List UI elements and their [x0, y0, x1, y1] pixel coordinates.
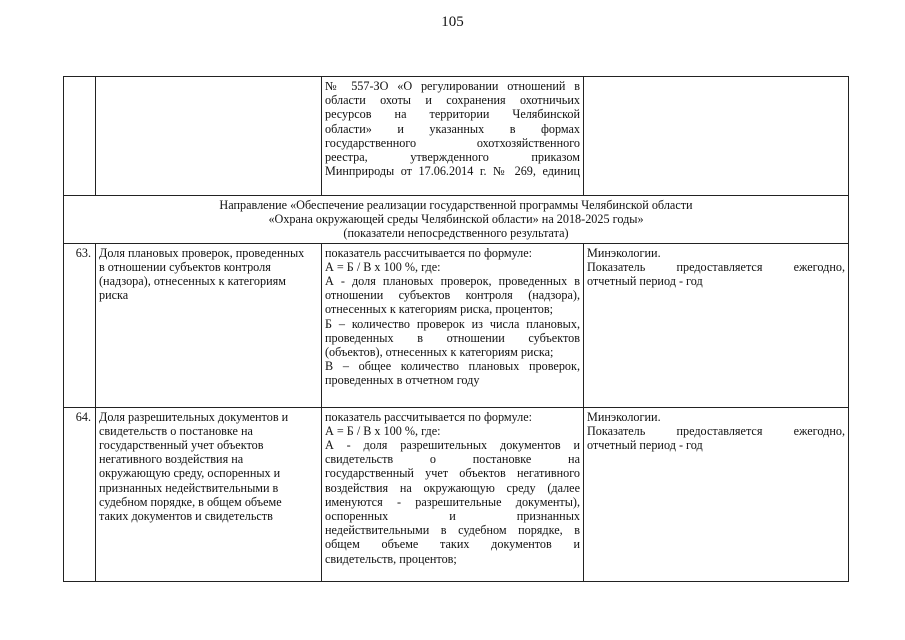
text-line: отчетный период - год	[587, 274, 703, 289]
cell-source	[584, 77, 849, 196]
text-line: судебном порядке, в общем объеме	[99, 494, 282, 509]
text-line: свидетельств о постановке на	[325, 452, 580, 467]
cell-method	[322, 243, 584, 407]
table-row	[64, 407, 849, 581]
text-line: области охоты и сохранения охотничьих	[325, 93, 580, 108]
text-line: проведенных в отчетном году	[325, 373, 480, 388]
text-line: проведенных в отношении субъектов	[325, 330, 580, 345]
text-line: воздействия на окружающую среду (далее	[325, 480, 580, 495]
text-line: области» и указанных в формах	[325, 121, 580, 136]
text-line: А = Б / В х 100 %, где:	[325, 259, 441, 274]
cell-number	[64, 77, 96, 196]
text-line: показатель рассчитывается по формуле:	[325, 409, 532, 424]
text-line: Минэкологии.	[587, 245, 661, 260]
text-line: реестра, утвержденного приказом	[325, 150, 580, 165]
text-line: показатель рассчитывается по формуле:	[325, 245, 532, 260]
text-line: Показатель предоставляется ежегодно,	[587, 259, 845, 274]
cell-name	[96, 243, 322, 407]
table-row	[64, 243, 849, 407]
cell-name	[96, 77, 322, 196]
text-line: (объектов), отнесенных к категориям риска;	[325, 345, 554, 360]
text-line: государственный учет объектов негативного	[325, 466, 580, 481]
text-line: Б – количество проверок из числа плановых,	[325, 316, 580, 331]
text-line: оспоренных и признанных	[325, 509, 580, 524]
text-line: в отношении субъектов контроля	[99, 259, 271, 274]
text-line: Минэкологии.	[587, 409, 661, 424]
page-number: 105	[441, 14, 464, 30]
text-line: (надзора), отнесенных к категориям	[99, 274, 286, 289]
section-header-row	[64, 196, 849, 244]
text-line: отнесенных к категориям риска, процентов;	[325, 302, 553, 317]
text-line: свидетельств о постановке на	[99, 423, 253, 438]
cell-number: 63.	[64, 243, 96, 407]
text-line: А - доля разрешительных документов и	[325, 438, 580, 453]
text-line: Показатель предоставляется ежегодно,	[587, 423, 845, 438]
text-line: окружающую среду, оспоренных и	[99, 466, 281, 481]
text-line: риска	[99, 288, 129, 303]
indicators-table	[63, 76, 849, 582]
cell-name	[96, 407, 322, 581]
text-line: А = Б / В х 100 %, где:	[325, 423, 441, 438]
cell-method	[322, 77, 584, 196]
text-line: свидетельств, процентов;	[325, 551, 457, 566]
text-line: отчетный период - год	[587, 438, 703, 453]
text-line: недействительными в судебном порядке, в	[325, 523, 580, 538]
cell-source	[584, 243, 849, 407]
text-line: именуются - разрешительные документы),	[325, 494, 580, 509]
section-header-line: (показатели непосредственного результата)	[343, 226, 569, 241]
text-line: Доля разрешительных документов и	[99, 409, 289, 424]
section-header	[64, 196, 849, 244]
text-line: отношении субъектов контроля (надзора),	[325, 288, 580, 303]
text-line: негативного воздействия на	[99, 452, 244, 467]
table-row-continued	[64, 77, 849, 196]
text-line: Доля плановых проверок, проведенных	[99, 245, 305, 260]
text-line: ресурсов на территории Челябинской	[325, 107, 580, 122]
cell-method	[322, 407, 584, 581]
text-line: государственный учет объектов	[99, 438, 264, 453]
text-line: В – общее количество плановых проверок,	[325, 359, 580, 374]
text-line: таких документов и свидетельств	[99, 509, 273, 524]
section-header-line: Направление «Обеспечение реализации государственной программы Челябинской области	[219, 198, 693, 212]
text-line: признанных недействительными в	[99, 480, 279, 495]
text-line: государственного охотхозяйственного	[325, 135, 580, 150]
cell-number: 64.	[64, 407, 96, 581]
text-line: № 557-ЗО «О регулировании отношений в	[325, 79, 580, 93]
section-header-line: «Охрана окружающей среды Челябинской области» на 2018-2025 годы»	[268, 212, 644, 227]
cell-source	[584, 407, 849, 581]
text-line: Минприроды от 17.06.2014 г. № 269, единиц	[325, 164, 580, 179]
text-line: общем объеме таких документов и	[325, 537, 580, 552]
text-line: А - доля плановых проверок, проведенных в	[325, 274, 580, 289]
